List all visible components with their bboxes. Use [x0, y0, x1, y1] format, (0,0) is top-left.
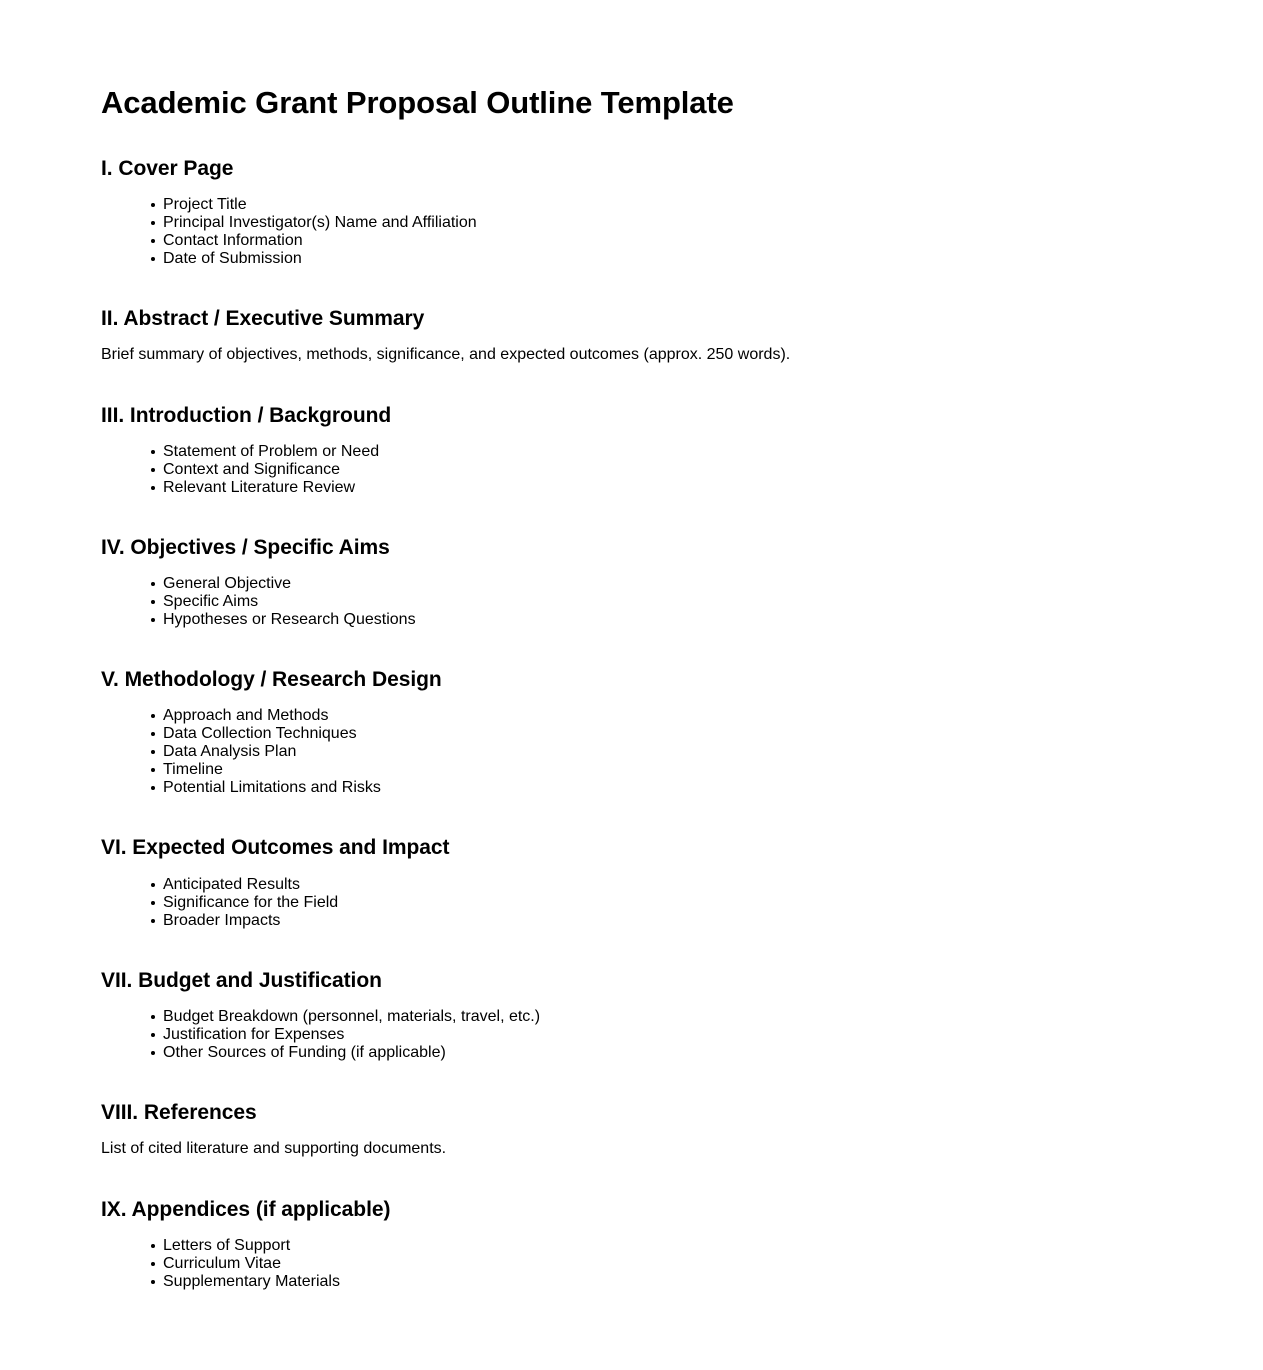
document-section: [101, 1100, 1263, 1159]
document-section: [101, 968, 1263, 1062]
list-item: Date of Submission: [163, 250, 1263, 268]
list-item: Approach and Methods: [163, 707, 1263, 725]
section-heading: VII. Budget and Justification: [101, 968, 382, 992]
document-section: [101, 403, 1263, 497]
list-item: Significance for the Field: [163, 894, 1263, 912]
section-paragraph: List of cited literature and supporting documents.: [101, 1139, 447, 1157]
list-item: Contact Information: [163, 232, 1263, 250]
list-item: General Objective: [163, 575, 1263, 593]
section-bullet-list: [101, 1237, 1263, 1291]
section-heading: IV. Objectives / Specific Aims: [101, 536, 390, 560]
section-heading: II. Abstract / Executive Summary: [101, 306, 425, 330]
list-item: Other Sources of Funding (if applicable): [163, 1044, 1263, 1062]
list-item: Hypotheses or Research Questions: [163, 611, 1263, 629]
list-item: Data Analysis Plan: [163, 743, 1263, 761]
section-bullet-list: [101, 876, 1263, 930]
list-item: Relevant Literature Review: [163, 479, 1263, 497]
list-item: Broader Impacts: [163, 912, 1263, 930]
section-heading: VI. Expected Outcomes and Impact: [101, 836, 450, 860]
section-heading: IX. Appendices (if applicable): [101, 1197, 391, 1221]
list-item: Curriculum Vitae: [163, 1255, 1263, 1273]
list-item: Context and Significance: [163, 461, 1263, 479]
list-item: Data Collection Techniques: [163, 725, 1263, 743]
document-section: [101, 1197, 1263, 1291]
list-item: Specific Aims: [163, 593, 1263, 611]
page-title: Academic Grant Proposal Outline Template: [101, 85, 734, 120]
document-section: [101, 306, 1263, 365]
section-bullet-list: [101, 443, 1263, 497]
document-section: [101, 667, 1263, 797]
list-item: Project Title: [163, 196, 1263, 214]
section-bullet-list: [101, 196, 1263, 268]
section-heading: I. Cover Page: [101, 156, 234, 180]
section-heading: V. Methodology / Research Design: [101, 668, 442, 692]
section-heading: VIII. References: [101, 1100, 257, 1124]
document-section: [101, 535, 1263, 629]
list-item: Supplementary Materials: [163, 1273, 1263, 1291]
list-item: Potential Limitations and Risks: [163, 779, 1263, 797]
list-item: Justification for Expenses: [163, 1026, 1263, 1044]
list-item: Letters of Support: [163, 1237, 1263, 1255]
section-paragraph: Brief summary of objectives, methods, significance, and expected outcomes (approx. 250 words).: [101, 345, 791, 363]
list-item: Timeline: [163, 761, 1263, 779]
list-item: Budget Breakdown (personnel, materials, travel, etc.): [163, 1008, 1263, 1026]
document-section: [101, 835, 1263, 929]
section-bullet-list: [101, 707, 1263, 797]
section-bullet-list: [101, 1008, 1263, 1062]
document-section: [101, 156, 1263, 268]
list-item: Statement of Problem or Need: [163, 443, 1263, 461]
list-item: Principal Investigator(s) Name and Affiliation: [163, 214, 1263, 232]
list-item: Anticipated Results: [163, 876, 1263, 894]
sections-container: [101, 156, 1263, 1291]
section-bullet-list: [101, 575, 1263, 629]
section-heading: III. Introduction / Background: [101, 403, 392, 427]
